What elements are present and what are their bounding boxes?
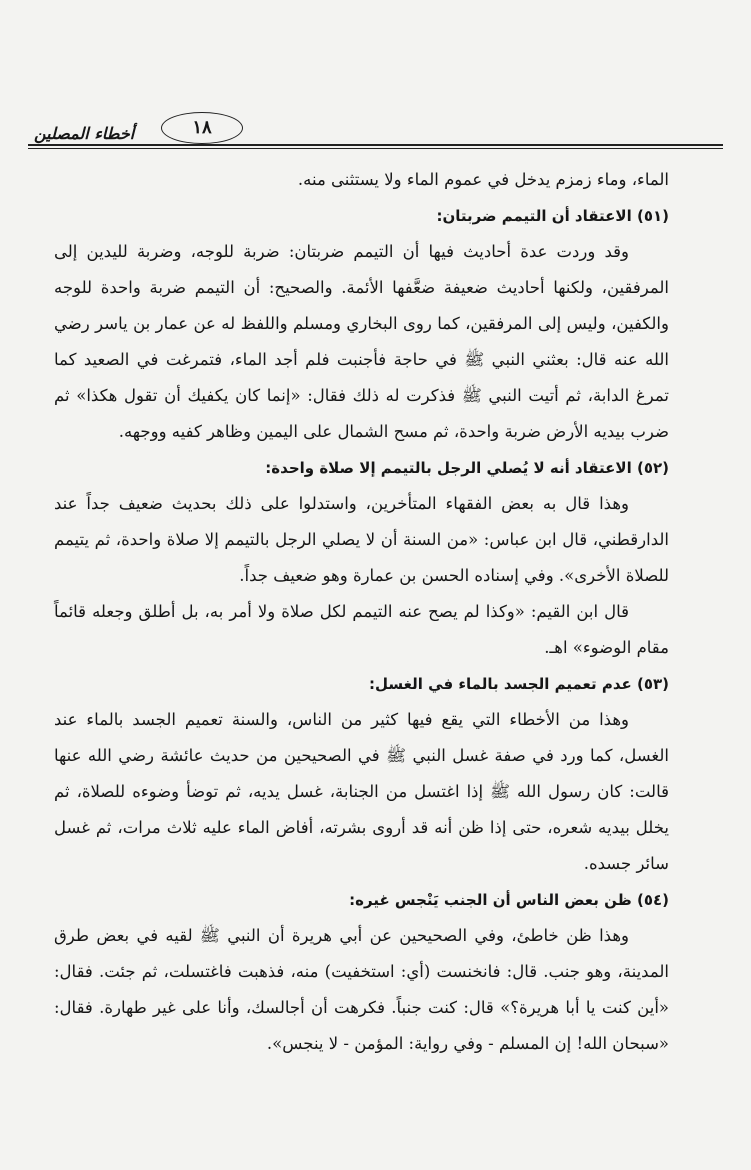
- paragraph: وهذا من الأخطاء التي يقع فيها كثير من الناس، والسنة تعميم الجسد بالماء عند الغسل، كما ورد في صفة غسل النبي ﷺ في الصحيحين من حديث عائشة رضي الله عنها قالت: كان رسول الله ﷺ إذا اغتسل من الجنابة، غسل يديه، ثم توضأ وضوءه للصلاة، ثم يخلل بيديه شعره، حتى إذا ظن أنه قد أروى بشرته، أفاض الماء عليه ثلاث مرات، ثم غسل سائر جسده.: [54, 710, 669, 873]
- page-header: [28, 108, 723, 156]
- paragraph: الماء، وماء زمزم يدخل في عموم الماء ولا يستثنى منه.: [297, 170, 669, 189]
- paragraph: وهذا ظن خاطئ، وفي الصحيحين عن أبي هريرة أن النبي ﷺ لقيه في بعض طرق المدينة، وهو جنب. قال: فانخنست (أي: استخفيت) منه، فذهبت فاغتسلت، ثم جئت. فقال: «أين كنت يا أبا هريرة؟» قال: كنت جنباً. فكرهت أن أجالسك، وأنا على غير طهارة. فقال: «سبحان الله! إن المسلم - وفي رواية: المؤمن - لا ينجس».: [54, 926, 669, 1053]
- paragraph: وقد وردت عدة أحاديث فيها أن التيمم ضربتان: ضربة للوجه، وضربة لليدين إلى المرفقين، ولكنها أحاديث ضعيفة ضعَّفها الأئمة. والصحيح: أن التيمم ضربة واحدة للوجه والكفين، وليس إلى المرفقين، كما روى البخاري ومسلم واللفظ له عن عمار بن ياسر رضي الله عنه قال: بعثني النبي ﷺ في حاجة فأجنبت فلم أجد الماء، فتمرغت في الصعيد كما تمرغ الدابة، ثم أتيت النبي ﷺ فذكرت له ذلك فقال: «إنما كان يكفيك أن تقول هكذا» ثم ضرب بيديه الأرض ضربة واحدة، ثم مسح الشمال على اليمين وظاهر كفيه ووجهه.: [54, 242, 669, 441]
- paragraph: قال ابن القيم: «وكذا لم يصح عنه التيمم لكل صلاة ولا أمر به، بل أطلق وجعله قائماً مقام الوضوء» اهـ.: [54, 602, 669, 657]
- section-heading: (٥٢) الاعتقاد أنه لا يُصلي الرجل بالتيمم إلا صلاة واحدة:: [265, 459, 669, 477]
- page-content: [54, 162, 669, 1062]
- section-heading: (٥٤) ظن بعض الناس أن الجنب يَنْجس غيره:: [349, 891, 669, 909]
- running-title: أخطاء المصلين: [34, 124, 135, 143]
- paragraph: وهذا قال به بعض الفقهاء المتأخرين، واستدلوا على ذلك بحديث ضعيف جداً عند الدارقطني، قال ابن عباس: «من السنة أن لا يصلي الرجل بالتيمم إلا صلاة واحدة، ثم يتيمم للصلاة الأخرى». وفي إسناده الحسن بن عمارة وهو ضعيف جداً.: [54, 494, 669, 585]
- section-heading: (٥٣) عدم تعميم الجسد بالماء في الغسل:: [369, 675, 669, 693]
- page-number: ١٨: [161, 112, 243, 144]
- header-rule-thin: [28, 148, 723, 149]
- section-heading: (٥١) الاعتقاد أن التيمم ضربتان:: [436, 207, 669, 225]
- header-rule: [28, 144, 723, 146]
